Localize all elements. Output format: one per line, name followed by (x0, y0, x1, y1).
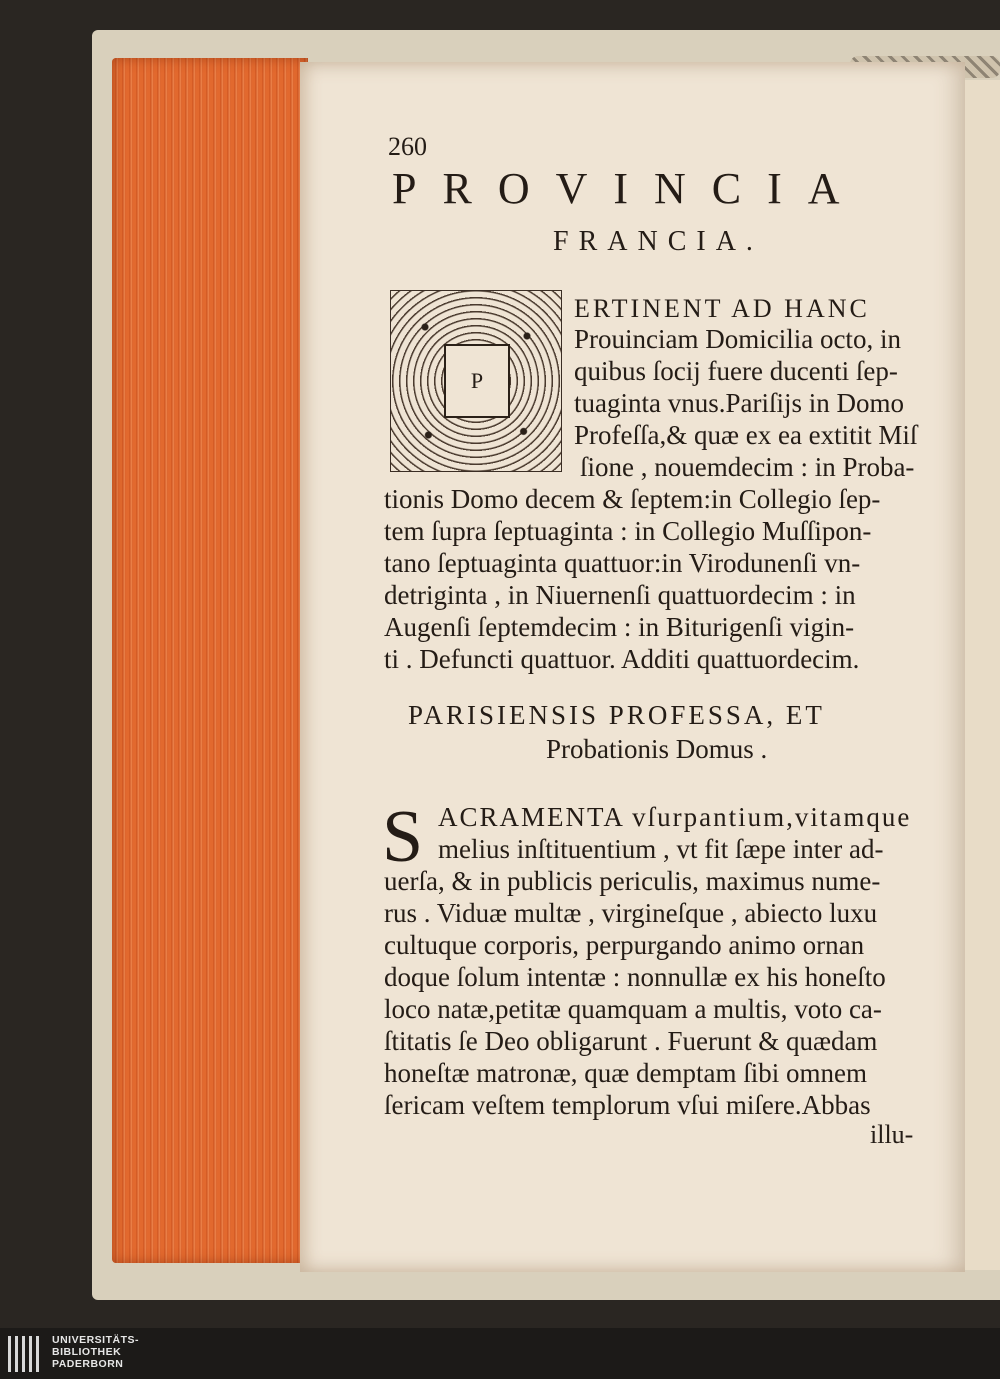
text-line: ERTINENT AD HANC (574, 294, 870, 323)
logo-line: UNIVERSITÄTS- (52, 1334, 140, 1346)
page-subtitle: FRANCIA. (553, 226, 763, 257)
page-number: 260 (388, 132, 427, 161)
text-line: tuaginta vnus.Pariſijs in Domo (574, 388, 904, 418)
text-line: Prouinciam Domicilia octo, in (574, 324, 901, 354)
text-line: ACRAMENTA vſurpantium,vitamque (438, 802, 912, 832)
library-footer (0, 1328, 1000, 1379)
text-line: tionis Domo decem & ſeptem:in Collegio ſep- (384, 484, 881, 514)
logo-line: PADERBORN (52, 1358, 124, 1370)
text-line: quibus ſocij fuere ducenti ſep- (574, 356, 898, 386)
library-logo-icon (8, 1336, 42, 1372)
text-line: cultuque corporis, perpurgando animo ornan (384, 930, 865, 960)
text-line: Profeſſa,& quæ ex ea extitit Miſ (574, 420, 918, 450)
text-line: loco natæ,petitæ quamquam a multis, voto ca- (384, 994, 882, 1024)
catchword: illu- (870, 1120, 914, 1149)
text-line: detriginta , in Niuernenſi quattuordecim : in (384, 580, 856, 610)
text-line: ſione , nouemdecim : in Proba- (580, 452, 915, 482)
page-title: PROVINCIA (392, 164, 866, 213)
text-line: ſtitatis ſe Deo obligarunt . Fuerunt & quædam (384, 1026, 878, 1056)
text-line: honeſtæ matronæ, quæ demptam ſibi omnem (384, 1058, 867, 1088)
drop-cap: S (382, 796, 424, 878)
text-line: melius inſtituentium , vt fit ſæpe inter ad- (438, 834, 884, 864)
logo-line: BIBLIOTHEK (52, 1346, 122, 1358)
text-line: Augenſi ſeptemdecim : in Biturigenſi vigin- (384, 612, 855, 642)
section-subheading: Probationis Domus . (546, 734, 768, 764)
text-line: tem ſupra ſeptuaginta : in Collegio Muſſipon- (384, 516, 872, 546)
text-line: rus . Viduæ multæ , virgineſque , abiecto luxu (384, 898, 878, 928)
text-line: doque ſolum intentæ : nonnullæ ex his honeſto (384, 962, 886, 992)
page-edges (112, 58, 308, 1263)
decorated-initial (390, 290, 562, 472)
section-heading: PARISIENSIS PROFESSA, ET (408, 700, 825, 730)
text-line: uerſa, & in publicis periculis, maximus nume- (384, 866, 881, 896)
text-line: ti . Defuncti quattuor. Additi quattuordecim. (384, 644, 860, 674)
text-line: tano ſeptuaginta quattuor:in Virodunenſi vn- (384, 548, 861, 578)
facing-page-edge (962, 80, 1000, 1270)
library-logo-text (52, 1334, 139, 1370)
initial-letter: P (444, 344, 510, 418)
text-line: ſericam veſtem templorum vſui miſere.Abbas (384, 1090, 871, 1120)
